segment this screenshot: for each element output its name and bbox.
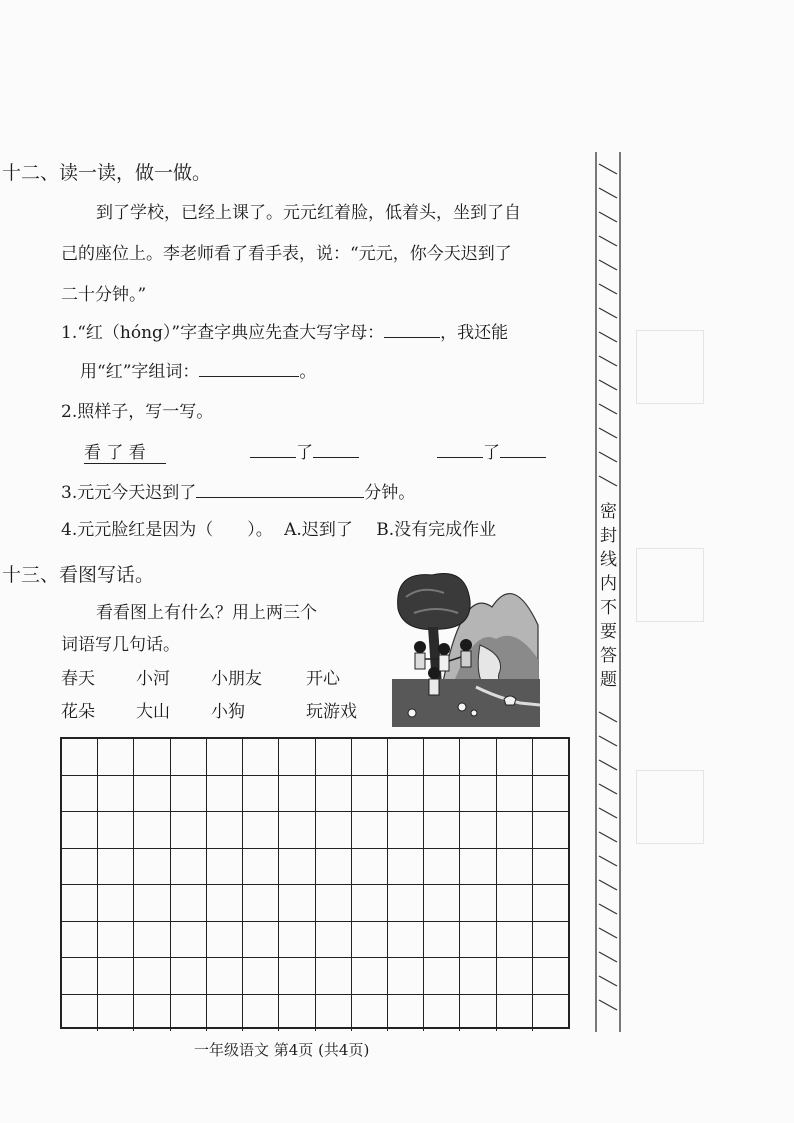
grid-cell[interactable]	[243, 776, 279, 813]
imitate-blank-2b[interactable]	[500, 439, 546, 458]
grid-cell[interactable]	[207, 776, 243, 813]
seal-char: 内	[600, 574, 617, 594]
word-bank-item: 小朋友	[211, 669, 262, 689]
capital-letter-blank[interactable]	[384, 319, 440, 338]
grid-row	[62, 812, 568, 849]
grid-cell[interactable]	[388, 812, 424, 849]
grid-cell[interactable]	[207, 812, 243, 849]
grid-cell[interactable]	[424, 812, 460, 849]
grid-cell[interactable]	[460, 995, 496, 1032]
imitate-char-1: 了	[296, 443, 313, 463]
grid-cell[interactable]	[316, 849, 352, 886]
grid-cell[interactable]	[316, 776, 352, 813]
grid-cell[interactable]	[460, 922, 496, 959]
grid-cell[interactable]	[460, 958, 496, 995]
imitate-blank-2a[interactable]	[437, 439, 483, 458]
grid-cell[interactable]	[533, 885, 568, 922]
seal-char: 线	[600, 550, 617, 570]
grid-cell[interactable]	[134, 776, 170, 813]
grid-row	[62, 922, 568, 959]
grid-cell[interactable]	[352, 885, 388, 922]
grid-cell[interactable]	[62, 776, 98, 813]
grid-cell[interactable]	[352, 739, 388, 776]
grid-cell[interactable]	[207, 958, 243, 995]
grid-cell[interactable]	[316, 812, 352, 849]
grid-cell[interactable]	[352, 812, 388, 849]
word-bank-item: 小狗	[211, 702, 245, 722]
grid-cell[interactable]	[243, 922, 279, 959]
seal-char: 密	[600, 502, 617, 522]
grid-cell[interactable]	[533, 739, 568, 776]
grid-cell[interactable]	[424, 739, 460, 776]
grid-cell[interactable]	[388, 995, 424, 1032]
grid-cell[interactable]	[497, 885, 533, 922]
grid-cell[interactable]	[62, 812, 98, 849]
grid-cell[interactable]	[98, 739, 134, 776]
grid-cell[interactable]	[424, 885, 460, 922]
grid-cell[interactable]	[388, 776, 424, 813]
question-1-line-1	[61, 318, 508, 343]
word-group-blank[interactable]	[199, 358, 299, 377]
grid-cell[interactable]	[171, 776, 207, 813]
grid-cell[interactable]	[243, 958, 279, 995]
grid-cell[interactable]	[388, 849, 424, 886]
grid-cell[interactable]	[171, 849, 207, 886]
section-12-heading: 十二、读一读，做一做。	[2, 162, 212, 184]
question-1-text-a: 1.“红（hóng）”字查字典应先查大写字母：	[61, 323, 385, 343]
writing-prompt-line-2: 词语写几句话。	[61, 635, 180, 655]
grid-cell[interactable]	[98, 885, 134, 922]
grid-cell[interactable]	[497, 922, 533, 959]
grid-cell[interactable]	[98, 995, 134, 1032]
grid-cell[interactable]	[134, 922, 170, 959]
grid-cell[interactable]	[134, 995, 170, 1032]
grid-cell[interactable]	[460, 849, 496, 886]
option-a[interactable]: A.迟到了	[284, 520, 353, 540]
seal-char: 封	[600, 526, 617, 546]
grid-cell[interactable]	[424, 849, 460, 886]
imitate-answer-2	[437, 438, 546, 463]
grid-cell[interactable]	[352, 995, 388, 1032]
grid-cell[interactable]	[388, 958, 424, 995]
grid-cell[interactable]	[279, 812, 315, 849]
passage-line-1: 到了学校，已经上课了。元元红着脸，低着头，坐到了自	[96, 203, 521, 223]
grid-cell[interactable]	[98, 776, 134, 813]
grid-cell[interactable]	[424, 995, 460, 1032]
grid-cell[interactable]	[207, 849, 243, 886]
grid-cell[interactable]	[279, 776, 315, 813]
imitate-blank-1a[interactable]	[250, 439, 296, 458]
passage-line-3: 二十分钟。”	[61, 285, 147, 305]
question-1-text-c: 用“红”字组词：	[80, 362, 200, 382]
question-1-text-b: ，我还能	[440, 323, 509, 343]
grid-row	[62, 995, 568, 1032]
grid-cell[interactable]	[98, 958, 134, 995]
writing-prompt-line-1: 看看图上有什么？用上两三个	[96, 603, 317, 623]
seal-char: 要	[600, 622, 617, 642]
writing-grid[interactable]	[60, 737, 570, 1029]
grid-cell[interactable]	[134, 849, 170, 886]
grid-cell[interactable]	[460, 812, 496, 849]
grid-cell[interactable]	[388, 922, 424, 959]
grid-cell[interactable]	[424, 776, 460, 813]
grid-row	[62, 958, 568, 995]
question-4	[61, 515, 496, 540]
grid-cell[interactable]	[243, 739, 279, 776]
grid-cell[interactable]	[533, 922, 568, 959]
grid-cell[interactable]	[424, 922, 460, 959]
grid-cell[interactable]	[533, 812, 568, 849]
question-2: 2.照样子，写一写。	[61, 402, 214, 422]
grid-cell[interactable]	[98, 849, 134, 886]
grid-cell[interactable]	[533, 958, 568, 995]
grid-cell[interactable]	[316, 995, 352, 1032]
grid-cell[interactable]	[171, 958, 207, 995]
grid-cell[interactable]	[279, 849, 315, 886]
grid-cell[interactable]	[171, 995, 207, 1032]
word-bank-item: 春天	[61, 669, 95, 689]
question-1-line-2	[80, 357, 316, 382]
word-bank-item: 小河	[136, 669, 170, 689]
grid-cell[interactable]	[316, 739, 352, 776]
question-3-text-a: 3.元元今天迟到了	[61, 483, 197, 503]
imitate-blank-1b[interactable]	[313, 439, 359, 458]
grid-cell[interactable]	[497, 958, 533, 995]
grid-cell[interactable]	[279, 958, 315, 995]
grid-cell[interactable]	[243, 849, 279, 886]
grid-cell[interactable]	[460, 739, 496, 776]
grid-cell[interactable]	[171, 885, 207, 922]
grid-cell[interactable]	[316, 885, 352, 922]
grid-cell[interactable]	[62, 885, 98, 922]
grid-cell[interactable]	[62, 995, 98, 1032]
grid-cell[interactable]	[62, 849, 98, 886]
option-b[interactable]: B.没有完成作业	[376, 520, 497, 540]
seal-line-warning	[596, 500, 621, 692]
grid-cell[interactable]	[134, 958, 170, 995]
passage-line-2: 己的座位上。李老师看了看手表，说：“元元，你今天迟到了	[61, 244, 512, 264]
question-3-text-b: 分钟。	[364, 483, 416, 503]
grid-cell[interactable]	[352, 958, 388, 995]
word-bank-item: 开心	[306, 669, 340, 689]
grid-cell[interactable]	[279, 995, 315, 1032]
show-through-box	[636, 548, 704, 622]
word-bank-item: 玩游戏	[306, 702, 357, 722]
grid-cell[interactable]	[497, 739, 533, 776]
grid-cell[interactable]	[207, 739, 243, 776]
grid-cell[interactable]	[497, 812, 533, 849]
grid-cell[interactable]	[533, 849, 568, 886]
grid-cell[interactable]	[460, 885, 496, 922]
grid-cell[interactable]	[352, 922, 388, 959]
grid-cell[interactable]	[533, 995, 568, 1032]
question-3	[61, 478, 415, 503]
grid-cell[interactable]	[207, 922, 243, 959]
grid-cell[interactable]	[388, 739, 424, 776]
grid-cell[interactable]	[134, 812, 170, 849]
grid-cell[interactable]	[243, 812, 279, 849]
grid-cell[interactable]	[134, 885, 170, 922]
question-1-text-d: 。	[299, 362, 317, 382]
grid-row	[62, 739, 568, 776]
grid-cell[interactable]	[171, 922, 207, 959]
imitate-char-2: 了	[483, 443, 500, 463]
show-through-box	[636, 330, 704, 404]
grid-cell[interactable]	[316, 922, 352, 959]
grid-cell[interactable]	[62, 958, 98, 995]
grid-cell[interactable]	[279, 922, 315, 959]
grid-cell[interactable]	[62, 922, 98, 959]
grid-cell[interactable]	[171, 812, 207, 849]
grid-cell[interactable]	[243, 885, 279, 922]
grid-cell[interactable]	[98, 922, 134, 959]
grid-cell[interactable]	[497, 995, 533, 1032]
grid-cell[interactable]	[533, 776, 568, 813]
word-bank-item: 花朵	[61, 702, 95, 722]
grid-cell[interactable]	[424, 958, 460, 995]
grid-row	[62, 885, 568, 922]
grid-cell[interactable]	[207, 995, 243, 1032]
example-answer: 看 了 看	[84, 438, 166, 464]
grid-cell[interactable]	[352, 849, 388, 886]
grid-cell[interactable]	[279, 739, 315, 776]
grid-cell[interactable]	[134, 739, 170, 776]
grid-cell[interactable]	[316, 958, 352, 995]
grid-cell[interactable]	[98, 812, 134, 849]
imitate-answer-1	[250, 438, 359, 463]
grid-cell[interactable]	[171, 739, 207, 776]
grid-cell[interactable]	[497, 849, 533, 886]
section-13-heading: 十三、看图写话。	[2, 564, 155, 586]
grid-row	[62, 776, 568, 813]
grid-cell[interactable]	[243, 995, 279, 1032]
grid-row	[62, 849, 568, 886]
seal-char: 答	[600, 646, 617, 666]
grid-cell[interactable]	[460, 776, 496, 813]
show-through-box	[636, 770, 704, 844]
children-playing-illustration	[392, 567, 540, 727]
grid-cell[interactable]	[352, 776, 388, 813]
page-footer: 一年级语文 第4页 (共4页)	[194, 1041, 370, 1059]
grid-cell[interactable]	[388, 885, 424, 922]
question-4-text: 4.元元脸红是因为（ ）。	[61, 520, 273, 540]
grid-cell[interactable]	[279, 885, 315, 922]
grid-cell[interactable]	[62, 739, 98, 776]
word-bank-item: 大山	[136, 702, 170, 722]
seal-char: 不	[600, 598, 617, 618]
grid-cell[interactable]	[497, 776, 533, 813]
seal-char: 题	[600, 670, 617, 690]
grid-cell[interactable]	[207, 885, 243, 922]
minutes-blank[interactable]	[196, 479, 364, 498]
